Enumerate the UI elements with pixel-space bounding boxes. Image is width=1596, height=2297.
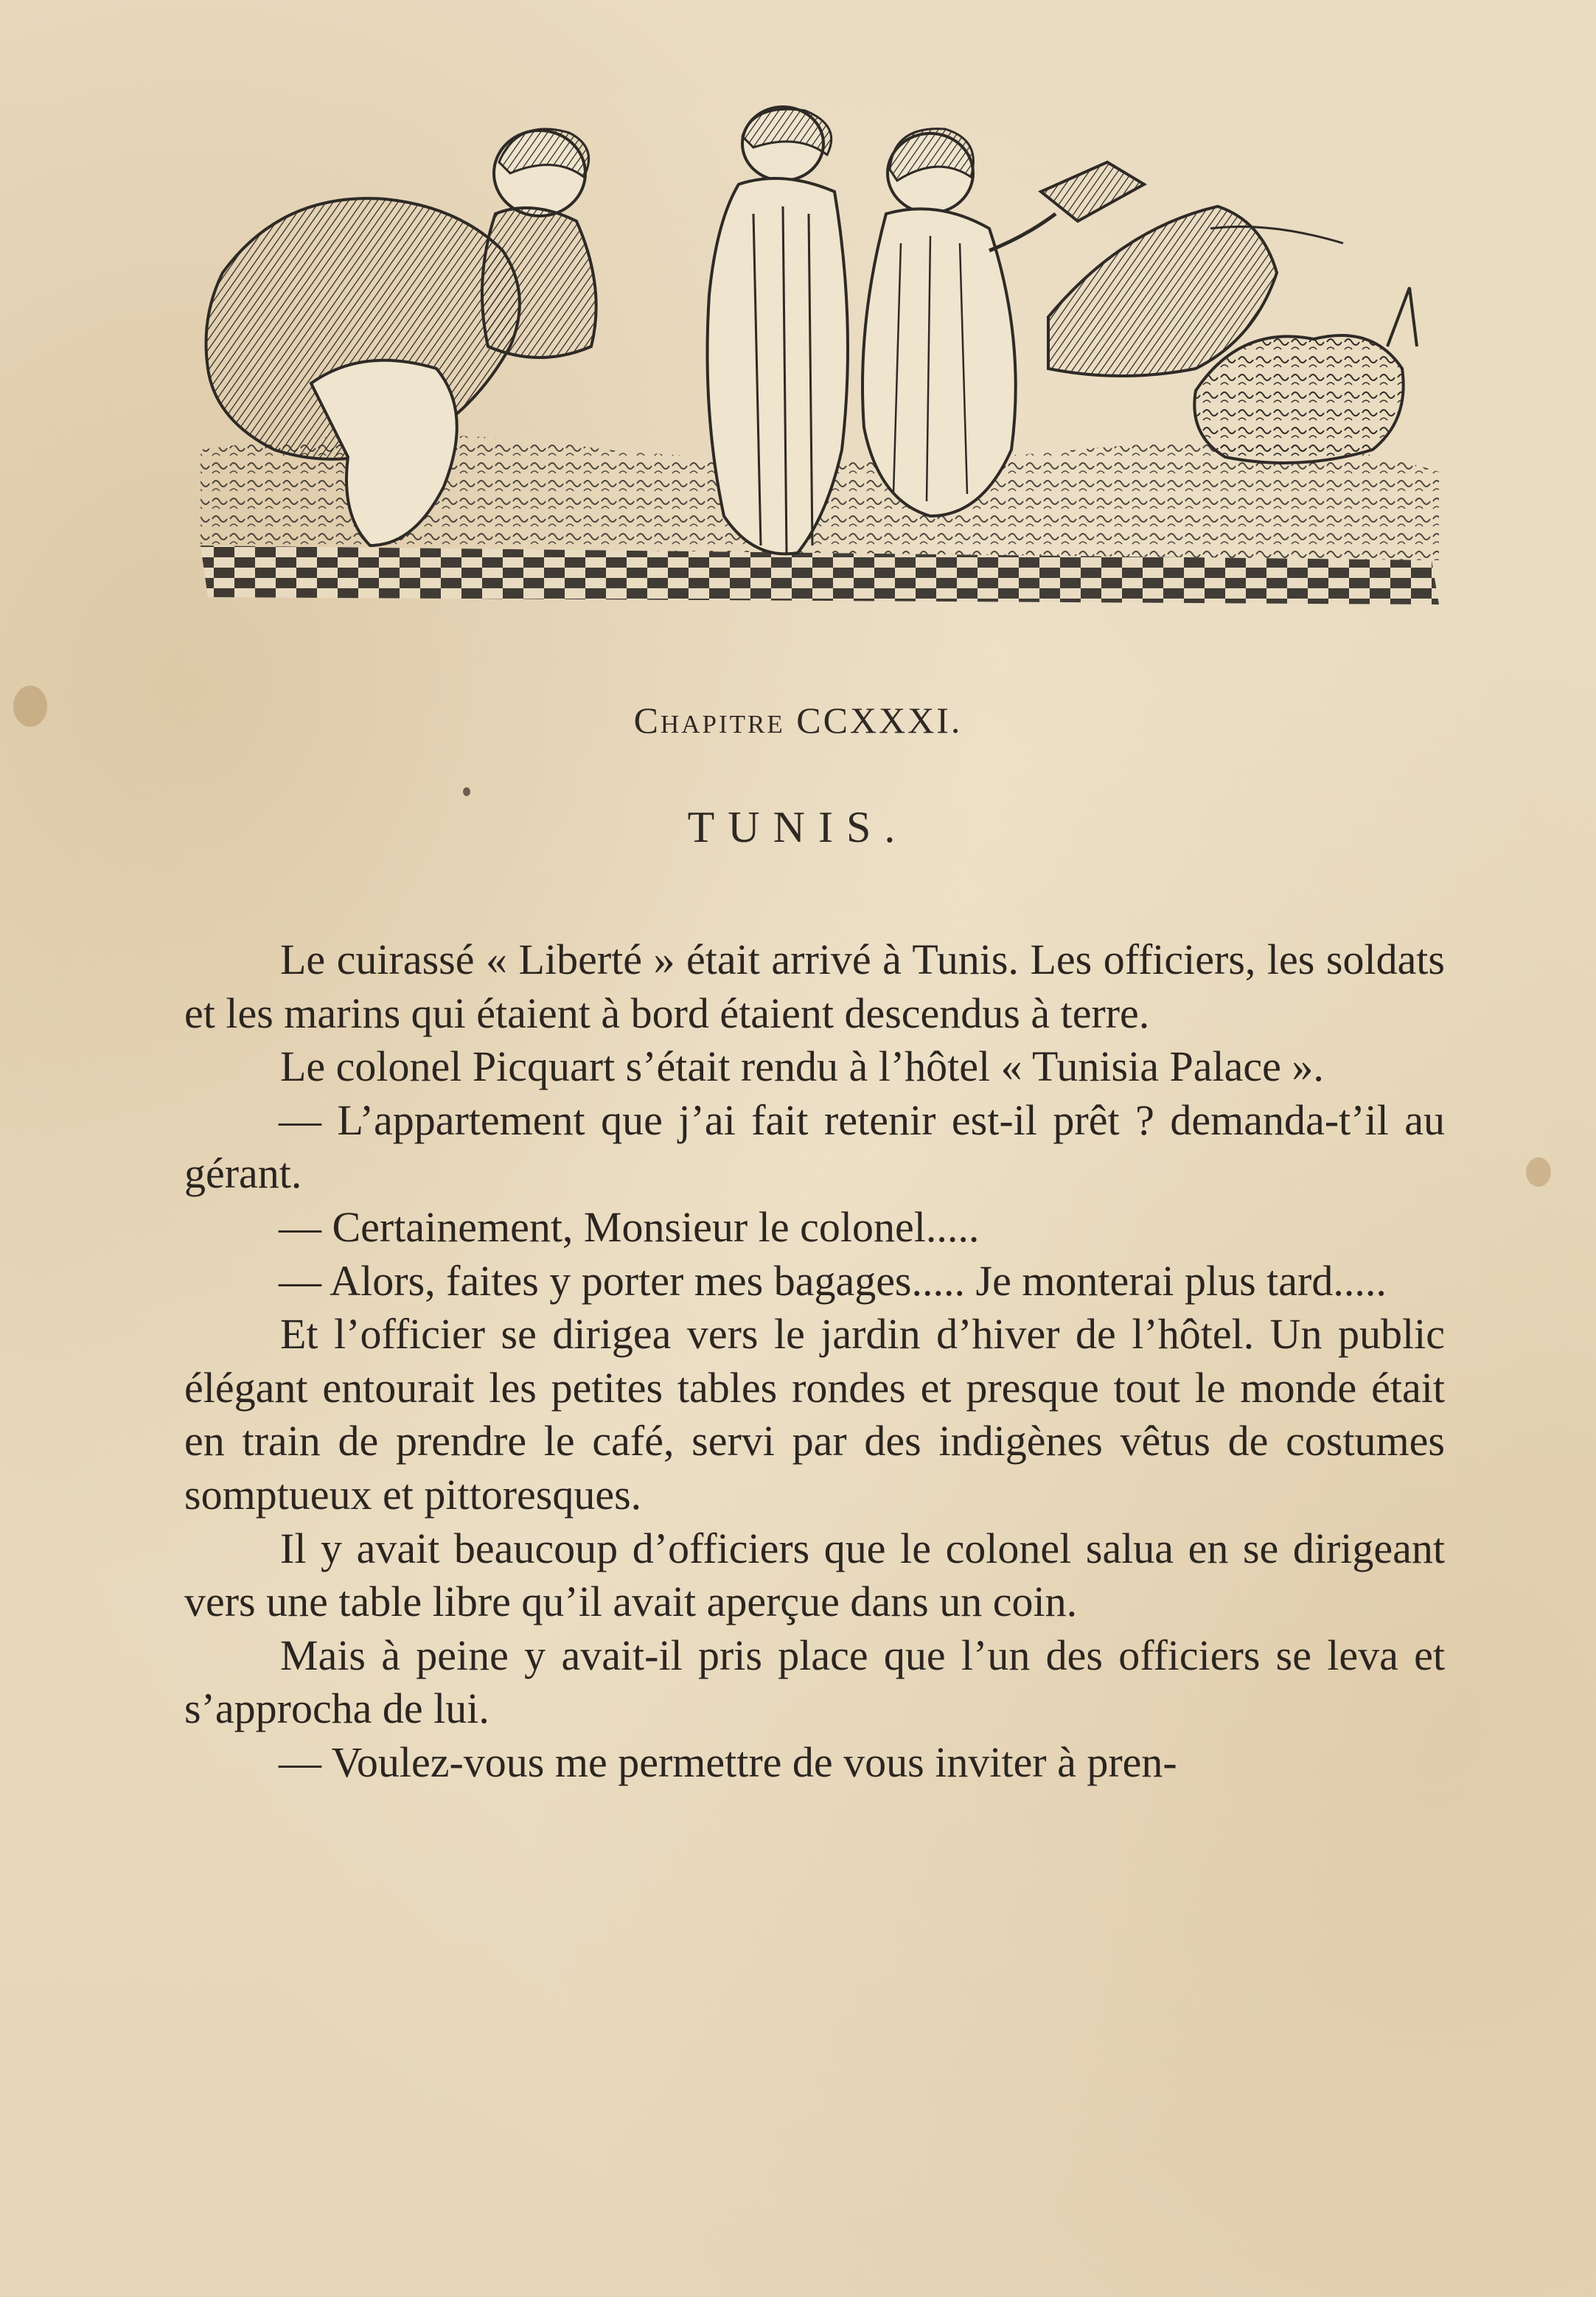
dialog-line: — Certainement, Monsieur le colonel..... [279, 1202, 980, 1251]
body-text [184, 933, 1445, 1790]
vignette-illustration-icon [193, 103, 1446, 641]
chapter-number: CCXXXI. [796, 700, 963, 741]
paragraph: Mais à peine y avait-il pris place que l’un des officiers se leva et s’approcha de lui. [184, 1631, 1445, 1733]
paragraph: Et l’officier se dirigea vers le jardin d’hiver de l’hôtel. Un public élégant entourait les petites tables rondes et presque tout le monde était en train de prendre le café, servi par des indigènes vêtus de costumes somptueux et pittoresques. [184, 1310, 1445, 1519]
chapter-title: TUNIS. [687, 803, 909, 851]
paper-stain [1526, 1157, 1551, 1187]
dialog-line: — Alors, faites y porter mes bagages..... Je monterai plus tard..... [279, 1256, 1387, 1305]
chapter-label: Chapitre [633, 700, 785, 741]
paragraph: Le cuirassé « Liberté » était arrivé à Tunis. Les officiers, les soldats et les marins qui étaient à bord étaient descendus à terre. [184, 935, 1445, 1037]
dialog-line: — L’appartement que j’ai fait retenir est-il prêt ? demanda-t’il au gérant. [184, 1095, 1445, 1198]
dialog-line: — Voulez-vous me permettre de vous inviter à pren- [279, 1737, 1177, 1786]
paragraph: Il y avait beaucoup d’officiers que le colonel salua en se dirigeant vers une table libre qu’il avait aperçue dans un coin. [184, 1524, 1445, 1626]
chapter-heading [0, 699, 1596, 742]
paragraph: Le colonel Picquart s’était rendu à l’hôtel « Tunisia Palace ». [280, 1042, 1324, 1091]
ink-speck [463, 787, 470, 796]
